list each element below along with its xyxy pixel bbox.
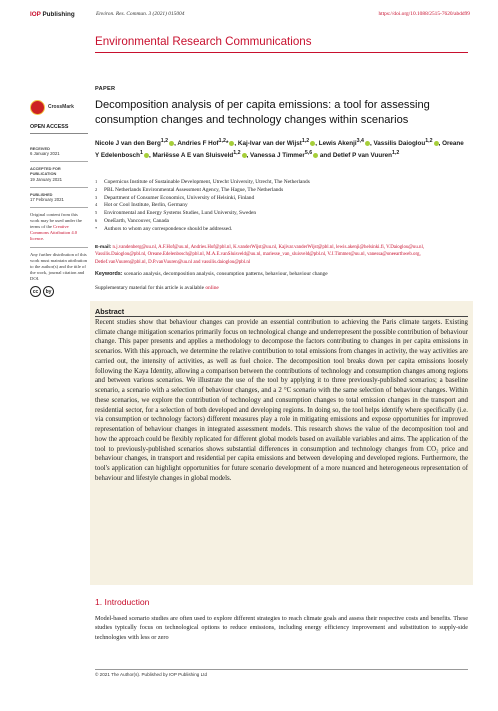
orcid-icon[interactable] xyxy=(365,141,370,146)
orcid-icon[interactable] xyxy=(434,141,439,146)
sidebar-divider xyxy=(30,161,88,162)
keywords xyxy=(95,271,468,277)
affiliation: 3 Department of Consumer Economics, University of Helsinki, Finland xyxy=(95,194,255,201)
affiliation: 6 OneEarth, Vancouver, Canada xyxy=(95,218,169,225)
author[interactable]: Nicole J van den Berg$^{1,2}$ xyxy=(95,140,174,147)
article-title: Decomposition analysis of per capita emissions: a tool for assessing consumption changes and technology changes within scenarios xyxy=(95,99,430,126)
sidebar-divider xyxy=(30,247,88,248)
abstract-heading: Abstract xyxy=(95,307,125,316)
email-label: E-mail: xyxy=(95,245,112,250)
received-label: RECEIVED xyxy=(30,146,50,152)
header-divider xyxy=(95,52,468,53)
attribution-icon: by xyxy=(43,286,54,297)
crossmark-label: CrossMark xyxy=(48,104,74,111)
footer-divider xyxy=(95,669,468,670)
crossmark-icon xyxy=(30,100,45,115)
article-sidebar xyxy=(30,100,88,297)
author-list: Nicole J van den Berg$^{1,2}$ , Andries F Hof$^{1,2}$* , Kaj-Ivar van der Wijst$^{1,2}$ , Lewis Akenji$^{3,4}$ , Vassilis Daioglou$^{1,2}$ , Oreane Y Edelenbosch$^1$ , Mariësse A E van Sluisveld$^{1,2}$ , Vanessa J Timmer$^{5,6}$ and Detlef P van Vuuren$^{1,2}$ xyxy=(95,138,464,159)
affiliation: 2 PBL Netherlands Environmental Assessment Agency, The Hague, The Netherlands xyxy=(95,186,284,193)
keywords-label: Keywords: xyxy=(95,271,123,277)
publisher-logo[interactable]: IOP Publishing xyxy=(30,11,75,18)
orcid-icon[interactable] xyxy=(242,153,247,158)
supplementary-link[interactable]: online xyxy=(205,285,219,291)
orcid-icon[interactable] xyxy=(229,141,234,146)
introduction-text: Model-based scenario studies are often used to explore different strategies to reach climate goals and assess their respective costs and benefits. These studies typically focus on technological options to reduce emissions, including energy efficiency improvement and substitution to supply-side technologies with less or zero xyxy=(95,615,468,641)
published-date: 17 February 2021 xyxy=(30,196,64,202)
affiliation: 5 Environmental and Energy Systems Studies, Lund University, Sweden xyxy=(95,210,257,217)
affiliation: 1 Copernicus Institute of Sustainable Development, Utrecht University, Utrecht, The Netherlands xyxy=(95,179,310,185)
journal-citation: Environ. Res. Commun. 3 (2021) 015004 xyxy=(96,11,185,17)
author[interactable]: Kaj-Ivar van der Wijst$^{1,2}$ xyxy=(238,140,315,147)
published-label: PUBLISHED xyxy=(30,191,53,197)
author[interactable]: Vassilis Daioglou$^{1,2}$ xyxy=(373,140,438,147)
crossmark-button[interactable] xyxy=(30,100,88,115)
creative-commons-icon: cc xyxy=(30,286,41,297)
author[interactable]: Lewis Akenji$^{3,4}$ xyxy=(319,140,370,147)
journal-name[interactable]: Environmental Research Communications xyxy=(95,35,312,48)
page-header xyxy=(30,9,470,23)
license-statement: Original content from this work may be used under the terms of the Creative Commons Attribution 4.0 licence. xyxy=(30,211,82,242)
sidebar-divider xyxy=(30,207,88,208)
doi-link[interactable]: https://doi.org/10.1088/2515-7620/abdd99 xyxy=(378,11,470,17)
received-date: 6 January 2021 xyxy=(30,151,60,157)
email-links[interactable]: n.j.vandenberg@uu.nl, A.F.Hof@uu.nl, Andries.Hof@pbl.nl, K.vanderWijst@uu.nl, Kajivar.vanderWijst@pbl.nl, lewis.akenji@helsinki.fi, V.Daioglou@uu.nl, Vassilis.Daioglou@pbl.nl, Oreane.Edelenbosch@pbl.nl, M.A.E.vanSluisveld@uu.nl, mariesse_van_sluisveld@pbl.nl, V.J.Timmer@uu.nl, vanessa@oneearthweb.org, Detlef.vanVuuren@pbl.nl, D.P.vanVuuren@uu.nl and vassilis.daioglou@pbl.nl xyxy=(95,245,425,265)
license-link[interactable]: Creative Commons Attribution 4.0 licence xyxy=(30,223,78,242)
orcid-icon[interactable] xyxy=(144,153,149,158)
author[interactable]: Vanessa J Timmer$^{5,6}$ xyxy=(250,152,318,159)
orcid-icon[interactable] xyxy=(313,153,318,158)
correspondence-note: * Authors to whom any correspondence should be addressed. xyxy=(95,225,233,232)
attribution-statement: Any further distribution of this work must maintain attribution to the author(s) and the title of the work, journal citation and DOI. xyxy=(30,251,88,282)
abstract-divider xyxy=(95,316,468,317)
email-list xyxy=(95,244,468,266)
author[interactable]: Detlef P van Vuuren$^{1,2}$ xyxy=(332,149,400,159)
abstract-text: Recent studies show that behaviour changes can provide an essential contribution to achieving the Paris climate targets. Existing climate change mitigation scenarios primarily focus on technological change and underrepresent the possible contribution of behaviour change. This paper presents and applies a methodology to decompose the factors contributing to changes in per capita emissions in scenarios. With this approach, we determine the relative contribution to total emissions from changes in activity, the way activities are carried out, the intensity of activities, as well as fuel choice. The decomposition tool breaks down per capita emissions loosely following the Kaya Identity, allowing a comparison between the contributions of technology and consumption changes among regions and between various scenarios. We illustrate the use of the tool by applying it to three previously-published scenarios; a baseline scenario, a scenario with a selection of behaviour changes, and a 2 °C scenario with the same selection of behaviour changes. Within these scenarios, we explore the contribution of technology and consumption changes to total emission changes in the transport and residential sector, for a selection of both developed and developing regions. In doing so, the tool helps identify where specifically (i.e. via consumption or technology factors) different measures play a role in mitigating emissions and expose opportunities for improved representation of behaviour changes in integrated assessment models. This research shows the value of the decomposition tool and how the approach could be flexibly replicated for different global models based on available variables and aims. The application of the tool to previously-published scenarios shows substantial differences in consumption and technology changes from CO₂ price and behaviour changes, in transport and residential per capita emissions and between developing and developed regions. Furthermore, the tool's application can highlight opportunities for future scenario development of a more nuanced and heterogeneous representation of behaviour and lifestyle changes in global models. xyxy=(95,319,468,482)
supplementary-note: Supplementary material for this article is available online xyxy=(95,285,219,291)
open-access-label: OPEN ACCESS xyxy=(30,124,88,134)
sidebar-divider xyxy=(30,187,88,188)
orcid-icon[interactable] xyxy=(169,141,174,146)
accepted-label: ACCEPTED FOR PUBLICATION xyxy=(30,166,61,177)
affiliation-list xyxy=(95,179,468,234)
section-heading-introduction: 1. Introduction xyxy=(95,597,150,607)
accepted-date: 19 January 2021 xyxy=(30,176,63,182)
author[interactable]: Oreane Y Edelenbosch$^1$ xyxy=(95,140,464,159)
orcid-icon[interactable] xyxy=(310,141,315,146)
author[interactable]: Andries F Hof$^{1,2}$* xyxy=(177,140,234,147)
cc-by-badge[interactable] xyxy=(30,286,88,297)
author[interactable]: Mariësse A E van Sluisveld$^{1,2}$ xyxy=(152,152,246,159)
affiliation: 4 Hot or Cool Institute, Berlin, Germany xyxy=(95,202,188,209)
keywords-text: scenario analysis, decomposition analysis, consumption patterns, behaviour, behaviour change xyxy=(123,271,328,277)
article-type: PAPER xyxy=(95,86,116,92)
copyright-footer: © 2021 The Author(s). Published by IOP Publishing Ltd xyxy=(95,672,208,677)
